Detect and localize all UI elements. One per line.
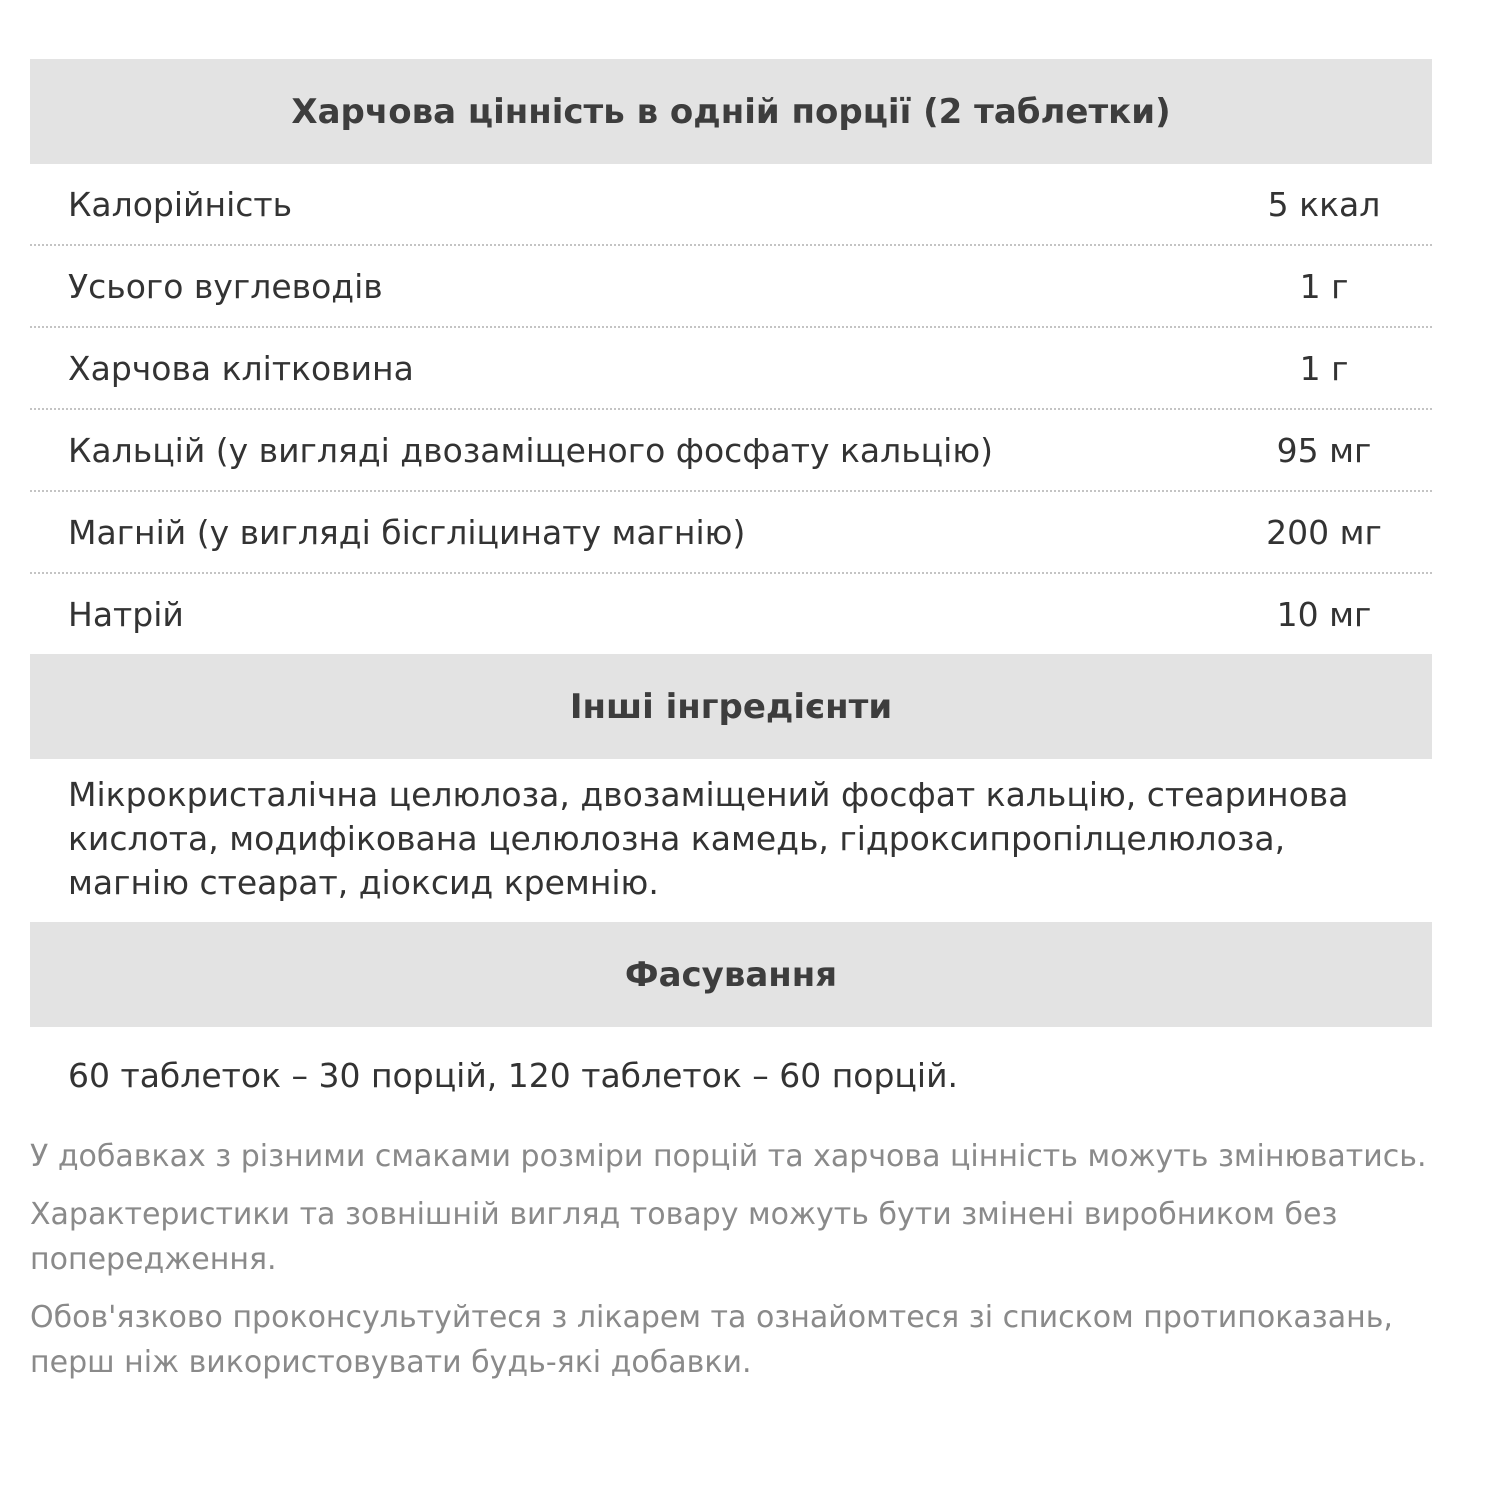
nutrient-value: 5 ккал <box>1267 184 1381 224</box>
nutrient-value: 95 мг <box>1276 430 1372 470</box>
nutrient-name: Кальцій (у вигляді двозаміщеного фосфату кальцію) <box>68 430 993 470</box>
nutrition-row <box>30 328 1432 410</box>
nutrition-row <box>30 410 1432 492</box>
ingredients-text: Мікрокристалічна целюлоза, двозаміщений фосфат кальцію, стеаринова кислота, модифікована целюлозна камедь, гідроксипропілцелюлоза, магнію стеарат, діоксид кремнію. <box>68 775 1349 902</box>
product-info-table <box>30 59 1432 1123</box>
nutrient-name: Харчова клітковина <box>68 348 414 388</box>
nutrition-rows <box>30 164 1432 654</box>
nutrient-name: Усього вуглеводів <box>68 266 383 306</box>
disclaimer-notes <box>30 1134 1450 1398</box>
note-consult-doctor: Обов'язково проконсультуйтеся з лікарем та ознайомтеся зі списком протипоказань, перш ніж використовувати будь-які добавки. <box>30 1300 1393 1380</box>
nutrition-header: Харчова цінність в одній порції (2 таблетки) <box>30 59 1432 164</box>
nutrient-name: Калорійність <box>68 184 293 224</box>
nutrition-row <box>30 492 1432 574</box>
nutrient-value: 10 мг <box>1276 594 1372 634</box>
note-flavors: У добавках з різними смаками розміри порцій та харчова цінність можуть змінюватись. <box>30 1139 1427 1174</box>
ingredients-header: Інші інгредієнти <box>30 654 1432 759</box>
nutrition-row <box>30 246 1432 328</box>
packaging-header: Фасування <box>30 922 1432 1027</box>
nutrition-row <box>30 574 1432 654</box>
nutrient-value: 1 г <box>1299 266 1349 306</box>
nutrient-value: 200 мг <box>1266 512 1382 552</box>
nutrition-row <box>30 164 1432 246</box>
nutrient-value: 1 г <box>1299 348 1349 388</box>
packaging-text: 60 таблеток – 30 порцій, 120 таблеток – 60 порцій. <box>68 1055 959 1095</box>
nutrient-name: Натрій <box>68 594 184 634</box>
nutrient-name: Магній (у вигляді бісгліцинату магнію) <box>68 512 746 552</box>
note-manufacturer-changes: Характеристики та зовнішній вигляд товару можуть бути змінені виробником без попередження. <box>30 1197 1338 1277</box>
